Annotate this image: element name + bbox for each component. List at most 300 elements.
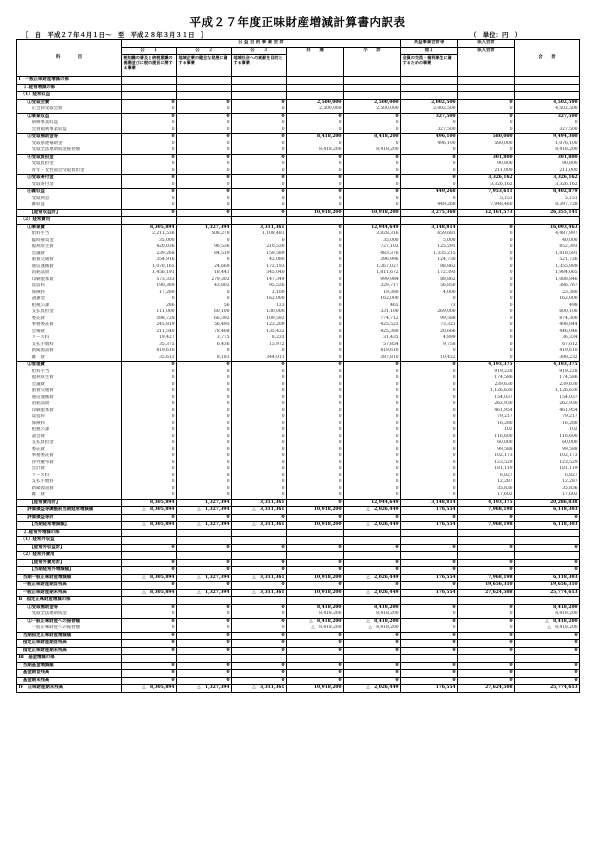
row-value: 0: [232, 401, 287, 408]
row-value: 159,589: [232, 251, 287, 258]
header-shokei: 小 計: [344, 47, 401, 77]
row-value: 0: [515, 567, 580, 575]
row-value: 3,326,162: [458, 175, 515, 182]
row-value: 0: [122, 427, 177, 434]
row-label: 当期指定正味財産増減額: [17, 632, 122, 640]
row-value: 0: [287, 479, 344, 486]
table-row: [17, 544, 580, 552]
row-value: 0: [344, 127, 401, 134]
row-value: 25,774,613: [515, 589, 580, 597]
statement-table: [16, 39, 580, 693]
row-value: [287, 92, 344, 100]
row-value: 0: [122, 395, 177, 402]
row-value: 181,119: [458, 466, 515, 473]
row-value: 7,953,611: [458, 189, 515, 196]
row-value: 0: [344, 486, 401, 493]
table-row: [17, 355, 580, 362]
row-label: 【経常外収益計】: [17, 544, 122, 552]
row-value: △ 8,418,200: [344, 625, 401, 632]
row-value: 0: [401, 401, 458, 408]
row-value: 0: [287, 303, 344, 310]
row-value: 0: [232, 440, 287, 447]
row-value: 0: [232, 677, 287, 685]
row-value: 239,630: [458, 382, 515, 389]
row-value: 0: [401, 375, 458, 382]
row-value: 0: [287, 632, 344, 640]
row-value: 0: [232, 134, 287, 141]
row-value: △ 8,418,200: [344, 618, 401, 625]
row-value: 116,600: [458, 434, 515, 441]
row-value: 0: [232, 161, 287, 168]
row-value: △ 8,305,894: [122, 522, 177, 530]
row-value: 0: [287, 647, 344, 655]
row-value: 162,000: [344, 296, 401, 303]
row-value: 0: [344, 434, 401, 441]
row-value: 0: [287, 544, 344, 552]
row-value: 0: [401, 647, 458, 655]
row-value: △ 3,311,361: [232, 507, 287, 515]
row-value: 0: [401, 625, 458, 632]
row-label: ③受取補助金等: [17, 134, 122, 141]
row-value: [458, 655, 515, 663]
row-label: 会員福利事業収益: [17, 127, 122, 134]
row-value: [344, 537, 401, 545]
row-value: [344, 217, 401, 225]
row-value: 3,326,162: [458, 182, 515, 189]
row-value: 0: [401, 440, 458, 447]
row-value: 0: [177, 414, 232, 421]
header-desc3: 地域社会への貢献を目的とする事業: [232, 55, 287, 77]
row-value: 172,393: [401, 270, 458, 277]
row-value: 0: [122, 453, 177, 460]
row-value: 0: [232, 492, 287, 499]
row-label: 旅費交通費: [17, 257, 122, 264]
row-value: 78,408: [177, 329, 232, 336]
row-value: 0: [287, 238, 344, 245]
row-value: 8,181: [177, 355, 232, 362]
row-value: 0: [401, 168, 458, 175]
row-value: 0: [177, 559, 232, 567]
table-row: [17, 640, 580, 648]
row-value: 0: [401, 604, 458, 611]
row-value: 0: [401, 161, 458, 168]
row-label: 臨時雇賃金: [17, 238, 122, 245]
row-value: 327,500: [515, 127, 580, 134]
row-value: 0: [232, 473, 287, 480]
row-value: [515, 92, 580, 100]
row-value: 27,624,508: [458, 685, 515, 693]
row-value: 0: [177, 182, 232, 189]
row-value: 0: [232, 460, 287, 467]
row-value: 0: [515, 632, 580, 640]
row-value: 0: [458, 277, 515, 284]
row-value: 3,828,316: [344, 231, 401, 238]
row-value: 0: [287, 401, 344, 408]
row-value: 0: [122, 134, 177, 141]
row-label: ⑥雑収益: [17, 189, 122, 196]
row-value: 73,321: [401, 322, 458, 329]
row-value: 0: [177, 473, 232, 480]
table-row: [17, 677, 580, 685]
row-value: 239,630: [515, 382, 580, 389]
row-value: 0: [122, 362, 177, 369]
row-value: 0: [232, 434, 287, 441]
row-value: 0: [232, 99, 287, 106]
row-value: 0: [177, 440, 232, 447]
row-value: 0: [287, 296, 344, 303]
row-label: 福利厚生費: [17, 244, 122, 251]
row-value: [232, 77, 287, 85]
row-value: 90,800: [515, 161, 580, 168]
row-label: 消耗品費: [17, 270, 122, 277]
row-value: 0: [287, 175, 344, 182]
row-value: 8,418,200: [287, 134, 344, 141]
row-value: 3,148,814: [401, 499, 458, 507]
row-value: 0: [287, 453, 344, 460]
row-label: 会場費: [17, 329, 122, 336]
row-value: 116,600: [515, 434, 580, 441]
row-value: 327,500: [401, 127, 458, 134]
row-value: △ 3,311,361: [232, 685, 287, 693]
row-value: 7,968,198: [458, 574, 515, 582]
row-value: 0: [232, 447, 287, 454]
row-value: 211,000: [458, 168, 515, 175]
row-value: [287, 77, 344, 85]
row-value: 327,500: [401, 113, 458, 120]
row-value: [287, 529, 344, 537]
row-label: ①受取補助金等: [17, 604, 122, 611]
row-value: [401, 529, 458, 537]
row-label: Ⅳ 正味財産期末残高: [17, 685, 122, 693]
row-value: [232, 217, 287, 225]
row-value: 172,193: [232, 264, 287, 271]
row-value: △ 8,418,200: [287, 625, 344, 632]
row-label: １.経常増減の部: [17, 84, 122, 92]
row-value: 35,836: [458, 486, 515, 493]
header-common-group: 共益事業会計等: [401, 40, 458, 48]
row-label: 租税公課: [17, 427, 122, 434]
row-value: [515, 84, 580, 92]
row-value: 446,046: [515, 329, 580, 336]
row-value: 0: [287, 244, 344, 251]
row-value: 2,002,500: [401, 99, 458, 106]
row-value: 0: [287, 375, 344, 382]
row-value: 0: [458, 120, 515, 127]
row-value: 0: [287, 113, 344, 120]
row-value: 3,326,162: [515, 175, 580, 182]
row-value: △ 8,305,894: [122, 507, 177, 515]
row-value: 10,918,200: [287, 522, 344, 530]
row-value: 0: [344, 567, 401, 575]
row-value: 0: [122, 421, 177, 428]
table-row: [17, 209, 580, 217]
row-label: 印刷製本費: [17, 277, 122, 284]
row-value: 60,000: [515, 440, 580, 447]
row-value: 147,349: [232, 277, 287, 284]
row-value: 0: [401, 414, 458, 421]
row-value: 1,984,065: [515, 270, 580, 277]
row-value: 0: [458, 647, 515, 655]
row-value: 0: [458, 270, 515, 277]
row-value: 0: [287, 421, 344, 428]
row-value: 3,275,368: [401, 209, 458, 217]
row-value: 2,100: [232, 290, 287, 297]
row-value: 0: [232, 369, 287, 376]
table-row: [17, 189, 580, 196]
row-value: 162,000: [232, 296, 287, 303]
row-value: 67,612: [515, 342, 580, 349]
row-value: 396,996: [344, 257, 401, 264]
table-row: [17, 182, 580, 189]
row-label: Ⅲ 基金増減の部: [17, 655, 122, 663]
row-value: [177, 655, 232, 663]
row-value: 0: [177, 238, 232, 245]
row-value: 0: [287, 120, 344, 127]
row-label: 福利厚生費: [17, 375, 122, 382]
row-label: 受取寄付金: [17, 182, 122, 189]
row-value: △ 1,327,394: [177, 507, 232, 515]
row-value: 580,000: [458, 134, 515, 141]
row-value: 8,418,200: [287, 147, 344, 154]
table-row: [17, 611, 580, 618]
row-value: 0: [401, 369, 458, 376]
row-value: 0: [122, 408, 177, 415]
table-row: [17, 529, 580, 537]
row-value: △ 2,026,449: [344, 522, 401, 530]
row-value: 0: [401, 408, 458, 415]
row-value: 176,554: [401, 589, 458, 597]
row-value: 0: [122, 447, 177, 454]
row-value: 0: [287, 224, 344, 231]
row-value: 0: [458, 99, 515, 106]
row-value: 25,774,613: [515, 685, 580, 693]
row-value: 8,418,200: [344, 147, 401, 154]
row-label: 指定正味財産期首残高: [17, 640, 122, 648]
table-row: [17, 499, 580, 507]
row-value: 0: [344, 189, 401, 196]
row-value: 23,380: [515, 290, 580, 297]
table-row: [17, 589, 580, 597]
row-value: [458, 552, 515, 560]
row-label: 通信運搬費: [17, 264, 122, 271]
row-value: 0: [122, 382, 177, 389]
row-value: 0: [458, 283, 515, 290]
row-value: 1,108,481: [232, 231, 287, 238]
row-value: 1,267,027: [344, 264, 401, 271]
row-value: 0: [458, 113, 515, 120]
row-value: 0: [458, 244, 515, 251]
row-value: 0: [232, 421, 287, 428]
row-value: 0: [287, 447, 344, 454]
row-label: 評価損益等調整前当期経常増減額: [17, 507, 122, 515]
row-value: 0: [232, 395, 287, 402]
row-value: [515, 529, 580, 537]
row-value: 0: [287, 362, 344, 369]
row-value: 0: [177, 348, 232, 355]
row-value: 2,500,000: [287, 99, 344, 106]
row-value: 190,389: [122, 283, 177, 290]
row-value: 6,827: [515, 473, 580, 480]
row-value: 0: [458, 238, 515, 245]
row-value: 0: [122, 296, 177, 303]
row-value: 0: [401, 395, 458, 402]
row-value: 0: [344, 440, 401, 447]
row-value: 0: [401, 362, 458, 369]
row-value: [232, 597, 287, 605]
row-value: 0: [344, 479, 401, 486]
row-value: 0: [401, 296, 458, 303]
row-value: 0: [344, 113, 401, 120]
row-value: 57,854: [344, 342, 401, 349]
row-value: 0: [177, 362, 232, 369]
row-value: △ 8,418,200: [515, 618, 580, 625]
row-value: 0: [287, 264, 344, 271]
row-value: 0: [344, 453, 401, 460]
row-value: 135,432: [232, 329, 287, 336]
row-value: 386,767: [515, 283, 580, 290]
table-row: [17, 632, 580, 640]
row-value: 0: [344, 388, 401, 395]
row-value: 1,456,191: [122, 270, 177, 277]
row-value: 1,327,394: [177, 224, 232, 231]
row-value: 0: [122, 618, 177, 625]
row-value: △ 1,327,394: [177, 522, 232, 530]
row-value: 0: [177, 662, 232, 670]
row-value: 0: [401, 611, 458, 618]
row-value: 0: [401, 662, 458, 670]
row-value: 176,554: [401, 507, 458, 515]
row-value: 0: [122, 670, 177, 678]
header-desc2: 地域企業の健全な発展に資する事業: [177, 55, 232, 77]
row-value: 0: [122, 625, 177, 632]
row-value: △ 1,327,394: [177, 574, 232, 582]
row-value: 123,529: [515, 460, 580, 467]
row-value: 0: [122, 154, 177, 161]
row-value: 1,811,672: [344, 270, 401, 277]
row-value: 88,862: [401, 277, 458, 284]
row-value: 301,800: [458, 154, 515, 161]
row-label: ２.経常外増減の部: [17, 529, 122, 537]
table-row: [17, 175, 580, 182]
row-value: 3,311,361: [232, 499, 287, 507]
row-value: 0: [122, 388, 177, 395]
row-value: 10,918,200: [287, 685, 344, 693]
row-value: 0: [401, 486, 458, 493]
row-label: 当期一般正味財産増減額: [17, 574, 122, 582]
row-value: 461,954: [458, 408, 515, 415]
row-value: 0: [458, 618, 515, 625]
row-value: 0: [177, 401, 232, 408]
row-value: 7,968,198: [458, 507, 515, 515]
row-value: 123: [232, 303, 287, 310]
row-value: 0: [122, 127, 177, 134]
row-value: △ 2,026,449: [344, 589, 401, 597]
table-row: [17, 625, 580, 632]
row-value: 0: [458, 567, 515, 575]
row-value: 0: [232, 632, 287, 640]
table-row: [17, 134, 580, 141]
row-value: 162,000: [515, 296, 580, 303]
row-value: [458, 597, 515, 605]
row-value: 425,523: [344, 322, 401, 329]
table-row: [17, 106, 580, 113]
row-value: [401, 217, 458, 225]
row-value: 0: [458, 611, 515, 618]
row-value: 0: [177, 209, 232, 217]
row-value: 239,268: [122, 251, 177, 258]
row-value: [401, 84, 458, 92]
row-value: 4,000: [401, 290, 458, 297]
row-label: 会議費: [17, 251, 122, 258]
row-label: 旅費交通費: [17, 388, 122, 395]
row-value: 0: [344, 161, 401, 168]
row-value: 0: [287, 202, 344, 209]
row-value: [458, 529, 515, 537]
period-range: ［ 自 平成２７年４月１日～ 至 平成２８年３月３１日 ］: [22, 31, 208, 39]
row-value: △ 2,026,449: [344, 507, 401, 515]
row-value: 0: [458, 290, 515, 297]
row-value: 0: [122, 544, 177, 552]
header-kou2: 公 ２: [177, 47, 232, 55]
row-value: [122, 597, 177, 605]
row-label: 賃借料: [17, 283, 122, 290]
row-value: 0: [287, 127, 344, 134]
row-value: 0: [287, 168, 344, 175]
row-value: 5,000: [401, 238, 458, 245]
row-value: 35,000: [122, 238, 177, 245]
row-value: 210,530: [232, 244, 287, 251]
row-value: 262,930: [515, 401, 580, 408]
row-value: 0: [287, 473, 344, 480]
row-value: 0: [122, 434, 177, 441]
row-value: 245,819: [122, 322, 177, 329]
table-row: [17, 522, 580, 530]
row-value: [177, 217, 232, 225]
row-value: 0: [122, 414, 177, 421]
row-value: 0: [177, 147, 232, 154]
row-label: 新聞図書費: [17, 486, 122, 493]
row-value: 0: [177, 120, 232, 127]
row-value: [401, 655, 458, 663]
row-value: 0: [344, 514, 401, 522]
row-value: 0: [344, 395, 401, 402]
row-value: 0: [232, 388, 287, 395]
row-value: 0: [287, 141, 344, 148]
row-value: 0: [287, 154, 344, 161]
row-label: 支払手数料: [17, 479, 122, 486]
row-value: [344, 655, 401, 663]
row-value: 16,280: [458, 421, 515, 428]
row-value: 0: [177, 196, 232, 203]
row-value: 35,000: [344, 238, 401, 245]
row-value: 0: [122, 120, 177, 127]
row-value: 102,173: [458, 453, 515, 460]
row-value: 0: [401, 479, 458, 486]
table-row: [17, 685, 580, 693]
row-value: 16,280: [515, 421, 580, 428]
row-value: 176,554: [401, 574, 458, 582]
row-value: 0: [177, 296, 232, 303]
row-value: 0: [287, 182, 344, 189]
row-label: 租税公課: [17, 303, 122, 310]
table-row: [17, 618, 580, 625]
row-value: 0: [232, 362, 287, 369]
document-title: 平成２７年度正味財産増減計算書内訳表: [189, 15, 406, 29]
row-value: 0: [287, 414, 344, 421]
row-value: 0: [122, 209, 177, 217]
row-value: 4,487,997: [515, 231, 580, 238]
row-value: 919,228: [515, 369, 580, 376]
